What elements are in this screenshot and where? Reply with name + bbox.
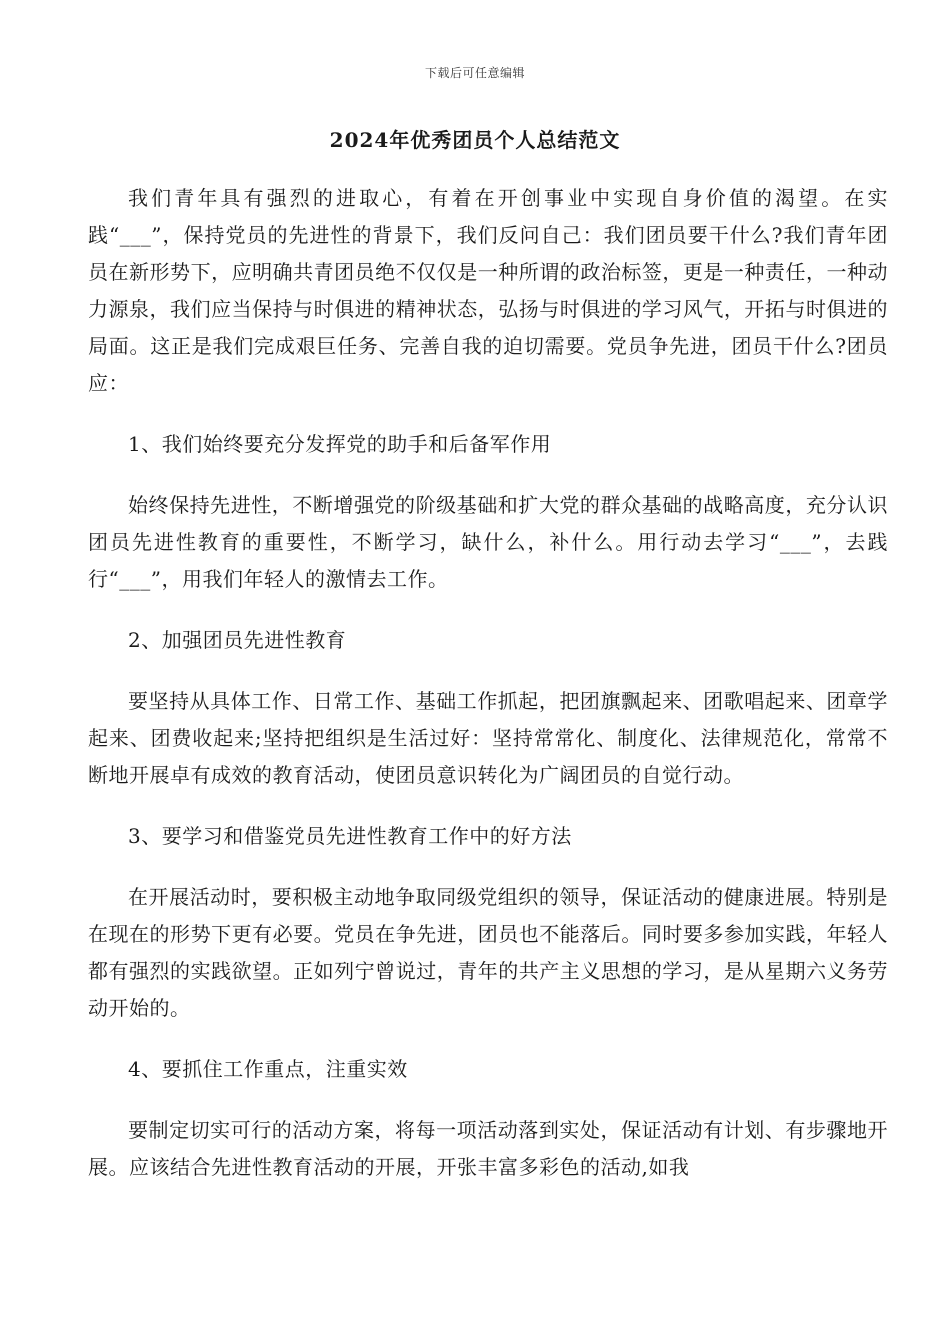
paragraph-section-2: 要坚持从具体工作、日常工作、基础工作抓起，把团旗飘起来、团歌唱起来、团章学起来、团费收起来;坚持把组织是生活过好：坚持常常化、制度化、法律规范化，常常不断地开展卓有成效的教育活动，使团员意识转化为广阔团员的自觉行动。 bbox=[88, 689, 888, 787]
paragraph-intro: 我们青年具有强烈的进取心，有着在开创事业中实现自身价值的渴望。在实践“___”，保持党员的先进性的背景下，我们反问自己：我们团员要干什么?我们青年团员在新形势下，应明确共青团员绝不仅仅是一种所谓的政治标签，更是一种责任，一种动力源泉，我们应当保持与时俱进的精神状态，弘扬与时俱进的学习风气，开拓与时俱进的局面。这正是我们完成艰巨任务、完善自我的迫切需要。党员争先进，团员干什么?团员应： bbox=[88, 186, 888, 395]
section-heading-1: 1、我们始终要充分发挥党的助手和后备军作用 bbox=[128, 432, 552, 456]
section-heading-4: 4、要抓住工作重点，注重实效 bbox=[128, 1057, 408, 1081]
paragraph-section-4: 要制定切实可行的活动方案，将每一项活动落到实处，保证活动有计划、有步骤地开展。应该结合先进性教育活动的开展，开张丰富多彩色的活动,如我 bbox=[88, 1118, 888, 1179]
section-heading-2: 2、加强团员先进性教育 bbox=[128, 628, 347, 652]
section-heading-3: 3、要学习和借鉴党员先进性教育工作中的好方法 bbox=[128, 824, 572, 848]
document-title: 2024年优秀团员个人总结范文 bbox=[329, 128, 621, 152]
paragraph-section-1: 始终保持先进性，不断增强党的阶级基础和扩大党的群众基础的战略高度，充分认识团员先进性教育的重要性，不断学习，缺什么，补什么。用行动去学习“___”，去践行“___”，用我们年轻人的激情去工作。 bbox=[88, 493, 888, 591]
document-body bbox=[88, 180, 888, 1210]
paragraph-section-3: 在开展活动时，要积极主动地争取同级党组织的领导，保证活动的健康进展。特别是在现在的形势下更有必要。党员在争先进，团员也不能落后。同时要多参加实践，年轻人都有强烈的实践欲望。正如列宁曾说过，青年的共产主义思想的学习，是从星期六义务劳动开始的。 bbox=[88, 885, 888, 1020]
header-note: 下载后可任意编辑 bbox=[424, 66, 525, 80]
